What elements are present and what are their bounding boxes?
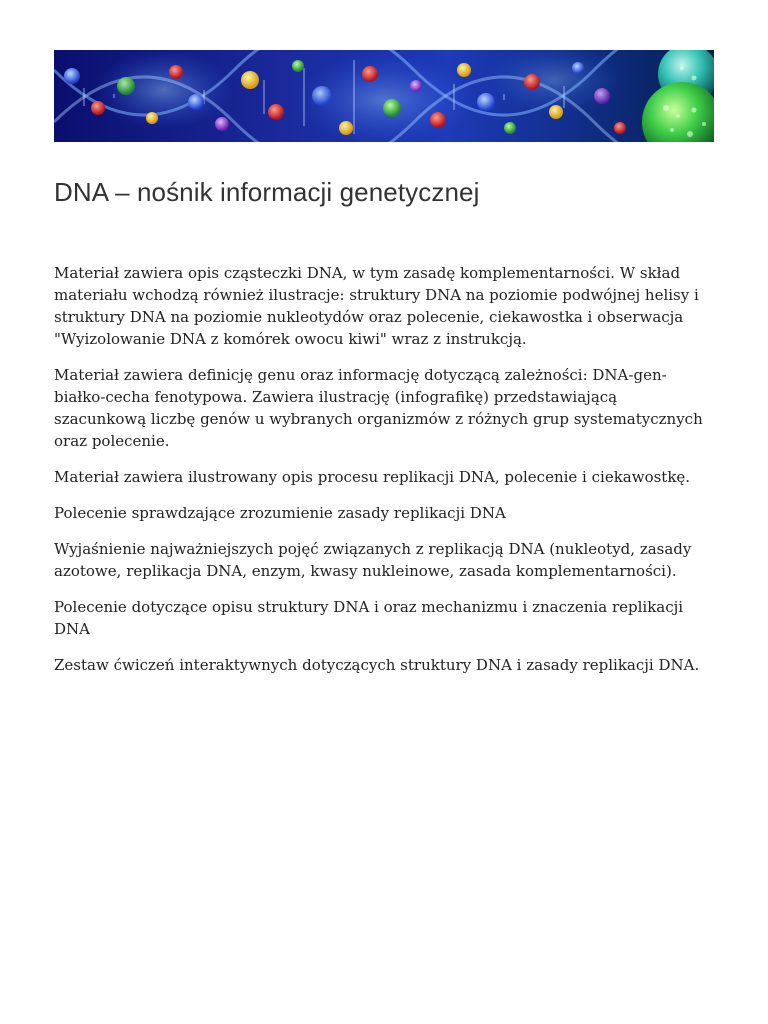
paragraph-3: Materiał zawiera ilustrowany opis procesu replikacji DNA, polecenie i ciekawostkę. <box>54 468 691 486</box>
paragraph-6: Polecenie dotyczące opisu struktury DNA i oraz mechanizmu i znaczenia replikacji DNA <box>54 598 684 638</box>
document-page <box>54 50 714 690</box>
paragraph-2: Materiał zawiera definicję genu oraz informację dotyczącą zależności: DNA-gen-białko-cecha fenotypowa. Zawiera ilustrację (infografikę) przedstawiającą szacunkową liczbę genów u wybranych organizmów z różnych grup systematycznych oraz polecenie. <box>54 366 703 450</box>
dna-banner-image <box>54 50 714 142</box>
document-title: DNA – nośnik informacji genetycznej <box>54 177 480 207</box>
document-body <box>54 262 714 676</box>
paragraph-7: Zestaw ćwiczeń interaktywnych dotyczących struktury DNA i zasady replikacji DNA. <box>54 656 700 674</box>
paragraph-1: Materiał zawiera opis cząsteczki DNA, w tym zasadę komplementarności. W skład materiału wchodzą również ilustracje: struktury DNA na poziomie podwójnej helisy i struktury DNA na poziomie nukleotydów oraz polecenie, ciekawostka i obserwacja "Wyizolowanie DNA z komórek owocu kiwi" wraz z instrukcją. <box>54 264 699 348</box>
paragraph-5: Wyjaśnienie najważniejszych pojęć związanych z replikacją DNA (nukleotyd, zasady azotowe, replikacja DNA, enzym, kwasy nukleinowe, zasada komplementarności). <box>54 540 692 580</box>
paragraph-4: Polecenie sprawdzające zrozumienie zasady replikacji DNA <box>54 504 506 522</box>
